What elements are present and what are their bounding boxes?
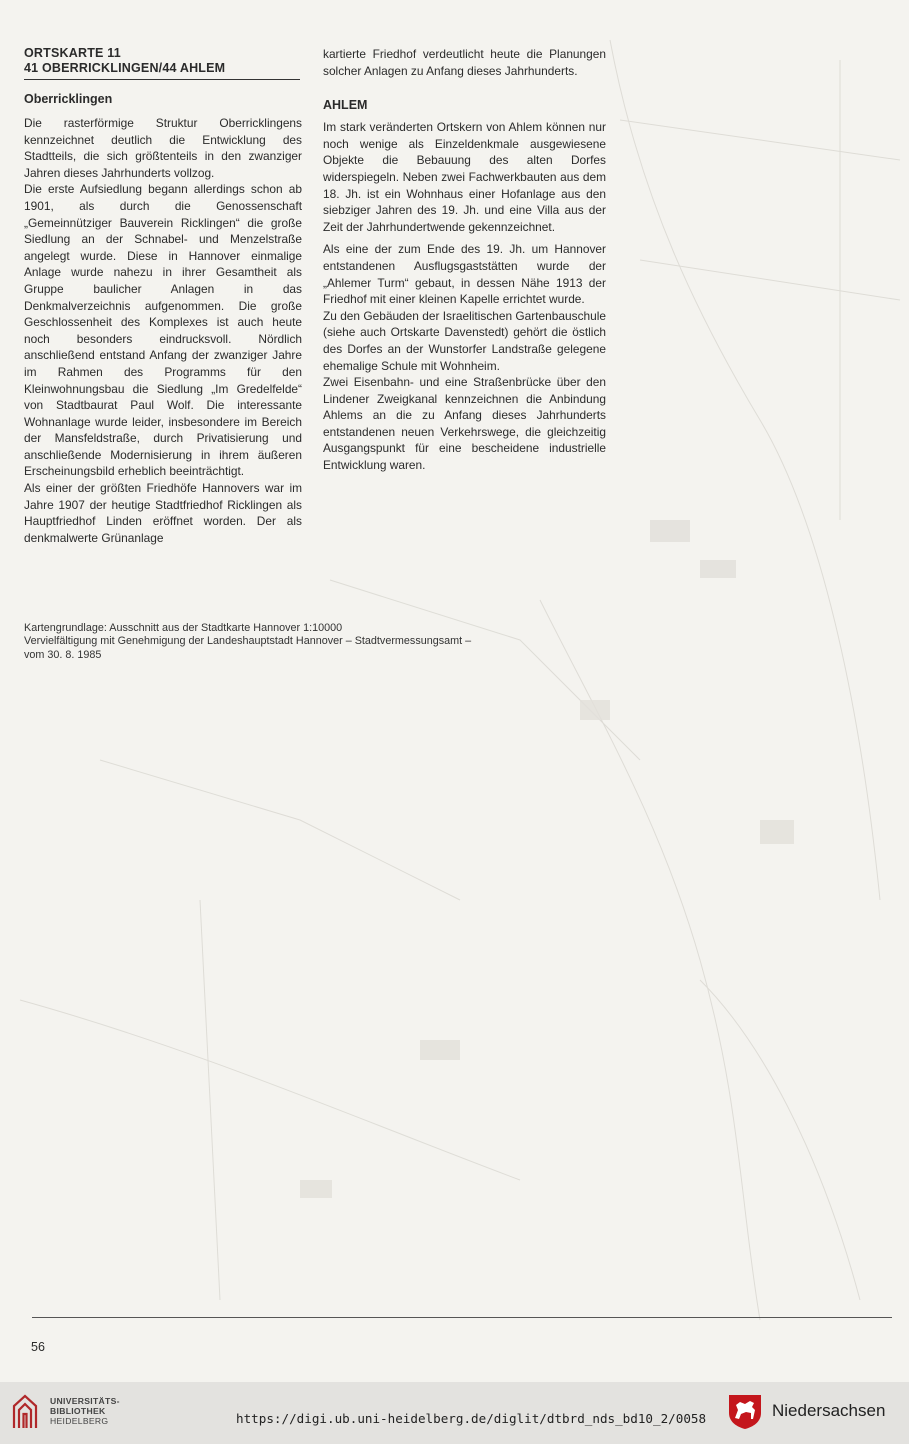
paragraph: Zu den Gebäuden der Israelitischen Gartenbauschule (siehe auch Ortskarte Davenstedt) gehört die östlich des Dorfes an der Wunstorfer Landstraße gelegene ehemalige Schule mit Wohnheim.	[323, 308, 606, 373]
niedersachsen-label[interactable]: Niedersachsen	[772, 1401, 886, 1420]
bottom-divider	[32, 1317, 892, 1318]
paragraph: Die rasterförmige Struktur Oberricklingens kennzeichnet deutlich die Entwicklung des Stadtteils, die sich größtenteils in den zwanziger Jahren dieses Jahrhunderts vollzog.	[24, 116, 302, 180]
map-title-heading: 41 OBERRICKLINGEN/44 AHLEM	[24, 61, 226, 75]
map-credits	[24, 622, 471, 662]
paragraph: Als einer der größten Friedhöfe Hannovers war im Jahre 1907 der heutige Stadtfriedhof Ricklingen als Hauptfriedhof Linden eröffnet worden. Der als denkmalwerte Grünanlage	[24, 481, 302, 545]
header-divider	[24, 79, 300, 80]
uni-name-line: BIBLIOTHEK	[50, 1406, 106, 1416]
uni-name-line: HEIDELBERG	[50, 1416, 109, 1426]
university-library-name[interactable]	[50, 1396, 120, 1426]
section-title-ahlem: AHLEM	[323, 98, 368, 113]
paragraph: Als eine der zum Ende des 19. Jh. um Hannover entstandenen Ausflugsgaststätten wurde der „Ahlemer Turm“ gebaut, in dessen Nähe 1913 der Friedhof mit einer kleinen Kapelle errichtet wurde.	[323, 242, 606, 307]
page-number: 56	[31, 1340, 45, 1354]
paragraph-continuation: kartierte Friedhof verdeutlicht heute die Planungen solcher Anlagen zu Anfang dieses Jahrhunderts.	[323, 47, 606, 78]
section-title-oberricklingen: Oberricklingen	[24, 92, 113, 106]
uni-name-line: UNIVERSITÄTS-	[50, 1396, 120, 1406]
credits-line: Vervielfältigung mit Genehmigung der Landeshauptstadt Hannover – Stadtvermessungsamt –	[24, 635, 472, 648]
document-url-link[interactable]: https://digi.ub.uni-heidelberg.de/diglit/dtbrd_nds_bd10_2/0058	[236, 1411, 707, 1426]
paragraph: Zwei Eisenbahn- und eine Straßenbrücke über den Lindener Zweigkanal kennzeichnen die Anbindung Ahlems an die zu Anfang dieses Jahrhunderts entstandenen neuen Verkehrswege, die gleichzeitig Ausgangspunkt für eine bescheidene industrielle Entwicklung waren.	[323, 375, 606, 473]
university-library-logo-icon[interactable]	[10, 1392, 40, 1432]
paragraph: Die erste Aufsiedlung begann allerdings schon ab 1901, als durch die Genossenschaft „Gemeinnütziger Bauverein Ricklingen“ die große Siedlung an der Schnabel- und Menzelstraße angelegt wurde. Diese in Hannover einmalige Anlage wurde nahezu in ihrer Gesamtheit als Gruppe baulicher Anlagen in das Denkmalverzeichnis aufgenommen. Die große Geschlossenheit des Komplexes ist auch heute noch besonders eindrucksvoll. Nördlich anschließend entstand Anfang der zwanziger Jahre im Rahmen des Programms für den Kleinwohnungsbau die Siedlung „Im Gredelfelde“ von Stadtbaurat Paul Wolf. Die interessante Wohnanlage wurde leider, insbesondere im Bereich der Mansfeldstraße, durch Privatisierung und anschließende Modernisierung in ihrem äußeren Erscheinungsbild erheblich beeinträchtigt.	[24, 182, 302, 479]
right-column	[323, 46, 606, 474]
credits-line: vom 30. 8. 1985	[24, 648, 102, 661]
credits-line: Kartengrundlage: Ausschnitt aus der Stadtkarte Hannover 1:10000	[24, 622, 343, 634]
map-number-heading: ORTSKARTE 11	[24, 46, 121, 60]
niedersachsen-horse-crest-icon[interactable]	[726, 1392, 764, 1430]
left-column	[24, 46, 302, 546]
paragraph: Im stark veränderten Ortskern von Ahlem können nur noch wenige als Einzeldenkmale ausgewiesene Objekte die Bebauung des alten Dorfes widerspiegeln. Neben zwei Fachwerkbauten aus dem 18. Jh. ist ein Wohnhaus einer Hofanlage aus den siebziger Jahren des 19. Jh. und eine Villa aus der Zeit der Jahrhundertwende gekennzeichnet.	[323, 120, 606, 234]
